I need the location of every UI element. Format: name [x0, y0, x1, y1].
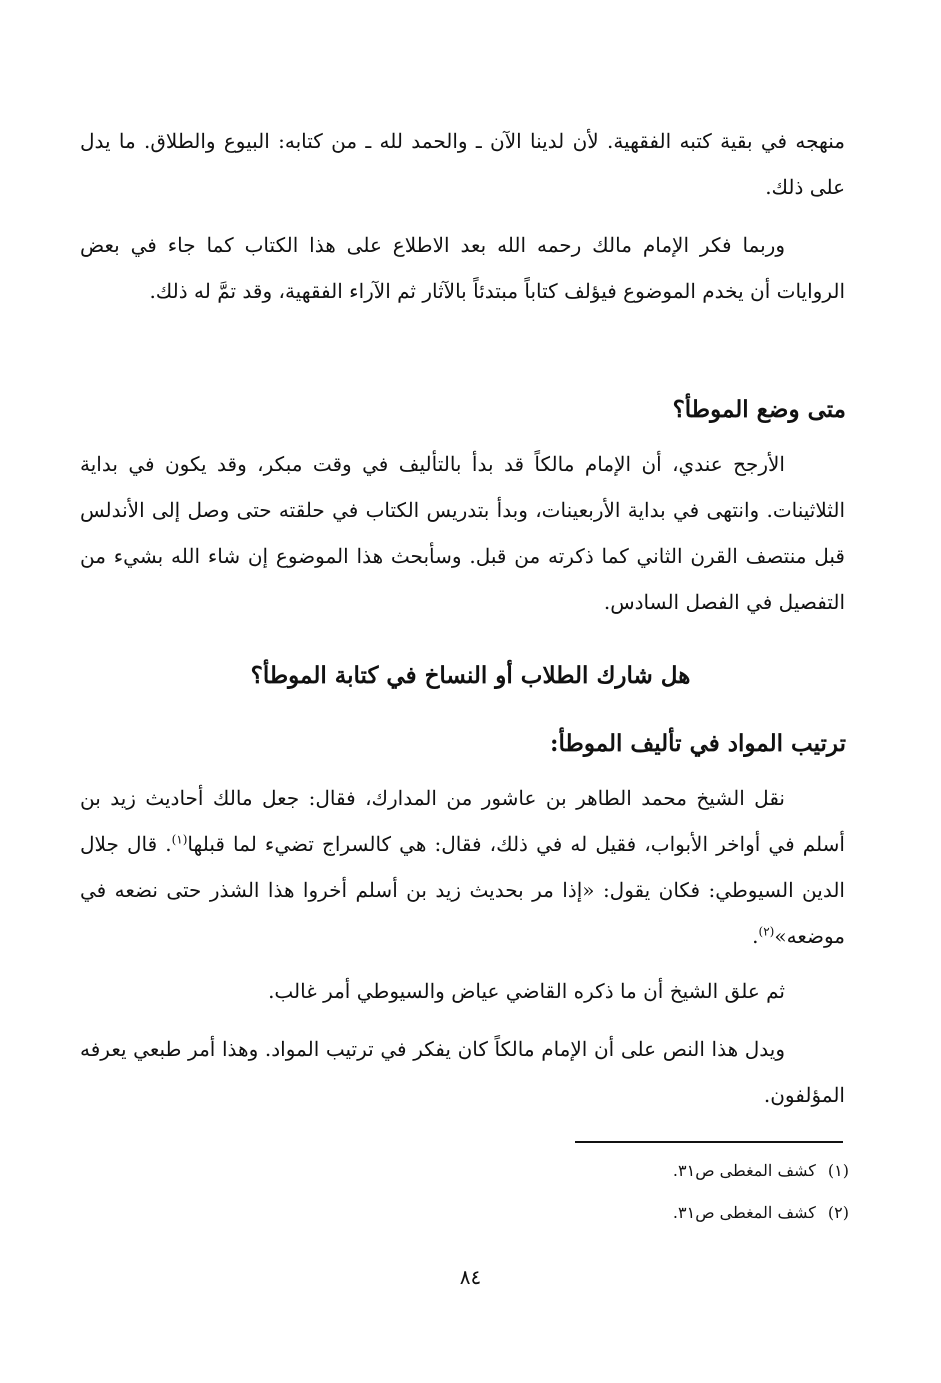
- section-heading-students-scribes: هل شارك الطلاب أو النساخ في كتابة الموطأ؟: [250, 662, 691, 689]
- section-heading-when-written: متى وضع الموطأ؟: [672, 396, 846, 423]
- paragraph-text: وربما فكر الإمام مالك رحمه الله بعد الاطلاع على هذا الكتاب كما جاء في بعض الروايات أن يخدم الموضوع فيؤلف كتاباً مبتدئاً بالآثار ثم الآراء الفقهية، وقد تمَّ له ذلك.: [80, 233, 845, 303]
- paragraph-comment: [80, 968, 845, 1014]
- section-heading-arrangement: ترتيب المواد في تأليف الموطأ:: [550, 730, 846, 757]
- footnote-text: كشف المغطى ص٣١.: [672, 1161, 816, 1180]
- paragraph-text: نقل الشيخ محمد الطاهر بن عاشور من المدارك، فقال: جعل مالك أحاديث زيد بن أسلم في أواخر الأبواب، فقيل له في ذلك، فقال: هي كالسراج تضيء لما قبلها: [80, 786, 845, 856]
- paragraph-text: . قال جلال الدين السيوطي: فكان يقول: «إذا مر بحديث زيد بن أسلم أخروا هذا الشذر حتى نضعه في موضعه»: [80, 832, 845, 948]
- footnote-text: كشف المغطى ص٣١.: [672, 1203, 816, 1222]
- paragraph-continuation: [80, 118, 845, 210]
- footnote-separator: [575, 1141, 843, 1143]
- footnote-number: (١): [827, 1161, 849, 1180]
- footnote-ref-1[interactable]: (١): [171, 832, 188, 847]
- paragraph-text: ويدل هذا النص على أن الإمام مالكاً كان يفكر في ترتيب المواد. وهذا أمر طبعي يعرفه المؤلفون.: [80, 1037, 845, 1107]
- footnote-2: [673, 1200, 849, 1226]
- footnote-ref-2[interactable]: (٢): [758, 924, 775, 939]
- footnote-number: (٢): [827, 1203, 849, 1222]
- paragraph-ibn-ashur: [80, 775, 845, 959]
- paragraph-text: .: [752, 924, 759, 948]
- paragraph-text: ثم علق الشيخ أن ما ذكره القاضي عياض والسيوطي أمر غالب.: [268, 979, 785, 1003]
- paragraph-text: الأرجح عندي، أن الإمام مالكاً قد بدأ بالتأليف في وقت مبكر، وقد يكون في بداية الثلاثينات. وانتهى في بداية الأربعينات، وبدأ بتدريس الكتاب في حلقته حتى وصل إلى الأندلس قبل منتصف القرن الثاني كما ذكرته من قبل. وسأبحث هذا الموضوع إن شاء الله بشيء من التفصيل في الفصل السادس.: [80, 452, 845, 614]
- paragraph-text: منهجه في بقية كتبه الفقهية. لأن لدينا الآن ـ والحمد لله ـ من كتابه: البيوع والطلاق. ما يدل على ذلك.: [80, 129, 845, 199]
- paragraph-conclusion: [80, 1026, 845, 1118]
- paragraph-malik-book: [80, 222, 845, 314]
- footnote-1: [673, 1158, 849, 1184]
- page-number: ٨٤: [459, 1265, 482, 1289]
- paragraph-dating: [80, 441, 845, 625]
